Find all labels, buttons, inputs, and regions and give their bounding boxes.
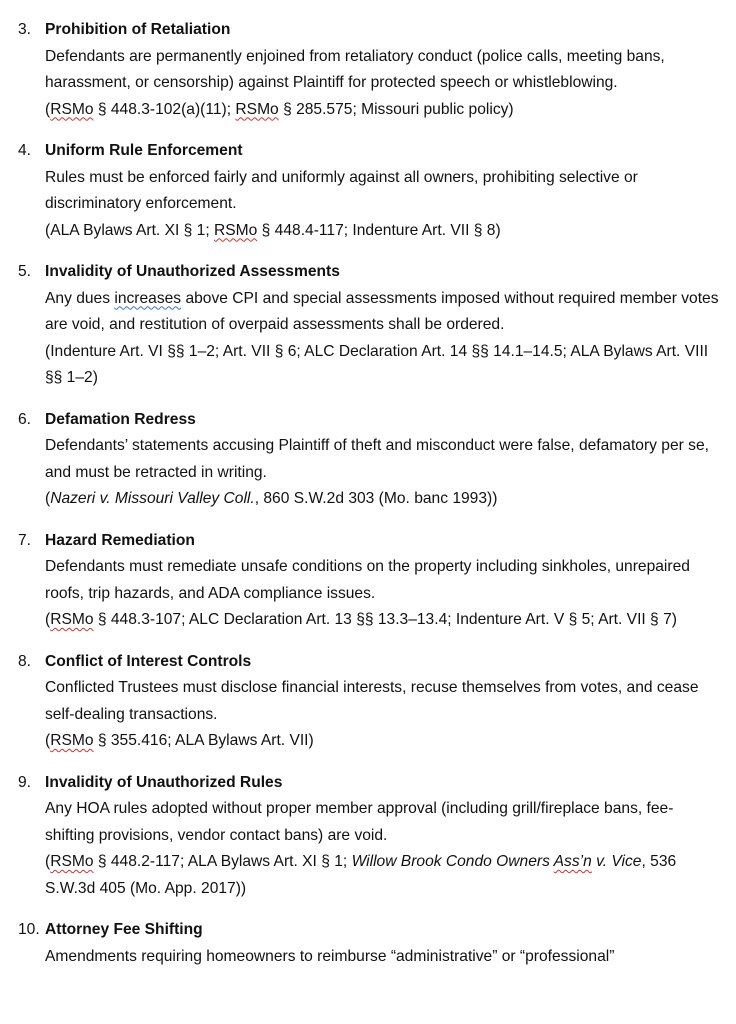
item-title: Hazard Remediation — [45, 531, 195, 549]
relief-list — [0, 17, 736, 985]
item-body: Defendants are permanently enjoined from retaliatory conduct (police calls, meeting bans, harassment, or censorship) against Plaintiff for protected speech or whistleblowing. — [45, 47, 665, 91]
list-item — [0, 259, 736, 392]
item-number: 5. — [18, 263, 32, 280]
item-citation: (Nazeri v. Missouri Valley Coll., 860 S.W.2d 303 (Mo. banc 1993)) — [45, 490, 498, 507]
spellcheck-flag[interactable]: RSMo — [235, 100, 279, 118]
item-number: 3. — [18, 21, 32, 38]
case-name: Willow Brook Condo Owners — [351, 853, 554, 870]
list-item — [0, 17, 736, 123]
item-title: Attorney Fee Shifting — [45, 921, 203, 938]
item-citation: (RSMo § 448.2-117; ALA Bylaws Art. XI § 1; Willow Brook Condo Owners Ass’n v. Vice, 536 S.W.3d 405 (Mo. App. 2017)) — [45, 853, 677, 897]
spellcheck-flag[interactable]: RSMo — [50, 732, 94, 749]
item-title: Conflict of Interest Controls — [45, 652, 252, 670]
item-citation: (ALA Bylaws Art. XI § 1; RSMo § 448.4-117; Indenture Art. VII § 8) — [45, 221, 501, 239]
item-body: Rules must be enforced fairly and uniformly against all owners, prohibiting selective or discriminatory enforcement. — [45, 168, 638, 212]
list-item — [0, 770, 736, 903]
case-name: Nazeri v. Missouri Valley Coll. — [50, 490, 255, 507]
list-item — [0, 528, 736, 634]
item-body: Defendants must remediate unsafe conditions on the property including sinkholes, unrepaired roofs, trip hazards, and ADA compliance issues. — [45, 558, 690, 602]
item-body: Any HOA rules adopted without proper member approval (including grill/fireplace bans, fee-shifting provisions, vendor contact bans) are void. — [45, 800, 674, 844]
case-name: v. Vice — [591, 853, 642, 870]
list-item — [0, 917, 736, 970]
spellcheck-flag[interactable]: RSMo — [50, 100, 94, 118]
item-citation: (RSMo § 448.3-107; ALC Declaration Art. 13 §§ 13.3–13.4; Indenture Art. V § 5; Art. VII § 7) — [45, 611, 677, 628]
item-body: Defendants’ statements accusing Plaintiff of theft and misconduct were false, defamatory per se, and must be retracted in writing. — [45, 437, 709, 481]
grammar-flag[interactable]: increases — [114, 289, 182, 307]
spellcheck-flag[interactable]: Ass’n — [553, 853, 592, 870]
item-number: 8. — [18, 652, 32, 670]
spellcheck-flag[interactable]: RSMo — [50, 853, 94, 870]
item-number: 9. — [18, 773, 32, 791]
item-body: Amendments requiring homeowners to reimburse “administrative” or “professional” — [45, 947, 615, 965]
item-citation: (RSMo § 355.416; ALA Bylaws Art. VII) — [45, 732, 314, 749]
item-citation: (RSMo § 448.3-102(a)(11); RSMo § 285.575; Missouri public policy) — [45, 100, 514, 118]
item-title: Defamation Redress — [45, 410, 196, 428]
item-number: 7. — [18, 531, 32, 549]
item-number: 10. — [18, 921, 40, 938]
spellcheck-flag[interactable]: RSMo — [214, 221, 258, 239]
item-number: 6. — [18, 410, 32, 428]
item-title: Uniform Rule Enforcement — [45, 142, 243, 159]
item-title: Invalidity of Unauthorized Rules — [45, 773, 283, 791]
spellcheck-flag[interactable]: RSMo — [50, 611, 94, 628]
item-body: Conflicted Trustees must disclose financial interests, recuse themselves from votes, and cease self-dealing transactions. — [45, 679, 699, 723]
item-title: Invalidity of Unauthorized Assessments — [45, 263, 340, 280]
list-item — [0, 649, 736, 755]
item-title: Prohibition of Retaliation — [45, 21, 231, 38]
item-number: 4. — [18, 142, 32, 159]
item-body: Any dues increases above CPI and special assessments imposed without required member votes are void, and restitution of overpaid assessments shall be ordered. — [45, 289, 719, 333]
item-citation: (Indenture Art. VI §§ 1–2; Art. VII § 6; ALC Declaration Art. 14 §§ 14.1–14.5; ALA Bylaws Art. VIII §§ 1–2) — [45, 342, 709, 386]
list-item — [0, 407, 736, 513]
list-item — [0, 138, 736, 244]
